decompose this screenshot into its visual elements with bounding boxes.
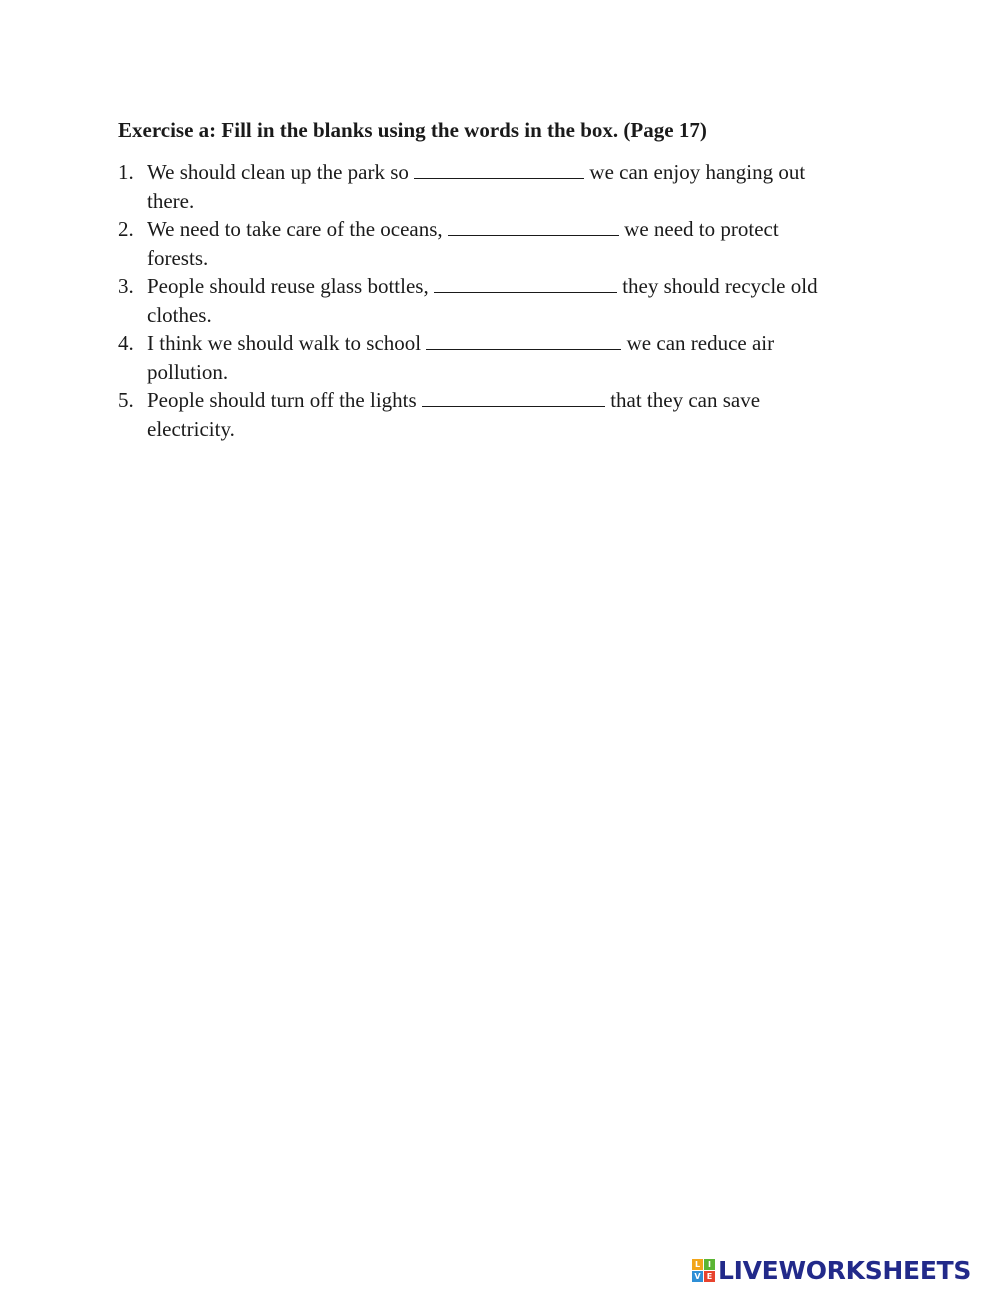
logo-tile: V [692,1271,703,1282]
item-number: 3. [118,274,134,298]
item-text-after: that they can save [610,388,761,412]
logo-tile: L [692,1259,703,1270]
logo-tile: E [704,1271,715,1282]
liveworksheets-logo [692,1255,971,1285]
item-text-after: we can reduce air [626,331,775,355]
blank-input[interactable] [426,329,621,350]
list-item [118,386,878,443]
item-text-before: I think we should walk to school [147,331,422,355]
blank-input[interactable] [448,215,619,236]
logo-mark-icon [692,1259,715,1282]
list-item [118,158,878,215]
item-text-after: they should recycle old [622,274,818,298]
blank-input[interactable] [434,272,617,293]
item-text-continued: electricity. [147,416,235,441]
blank-input[interactable] [422,386,605,407]
item-number: 2. [118,217,134,241]
list-item [118,272,878,329]
logo-tile: I [704,1259,715,1270]
item-text-before: We need to take care of the oceans, [147,217,443,241]
blank-input[interactable] [414,158,584,179]
item-text-continued: pollution. [147,359,229,384]
list-item [118,329,878,386]
item-text-before: We should clean up the park so [147,160,409,184]
list-item [118,215,878,272]
item-text-continued: there. [147,188,195,213]
logo-text: LIVEWORKSHEETS [718,1255,972,1285]
item-text-before: People should turn off the lights [147,388,417,412]
item-text-continued: forests. [147,245,209,270]
item-number: 4. [118,331,134,355]
item-text-after: we need to protect [624,217,779,241]
item-text-before: People should reuse glass bottles, [147,274,429,298]
item-text-continued: clothes. [147,302,212,327]
exercise-title: Exercise a: Fill in the blanks using the words in the box. (Page 17) [118,118,707,142]
exercise-list [118,158,878,443]
item-number: 5. [118,388,134,412]
item-number: 1. [118,160,134,184]
item-text-after: we can enjoy hanging out [589,160,806,184]
